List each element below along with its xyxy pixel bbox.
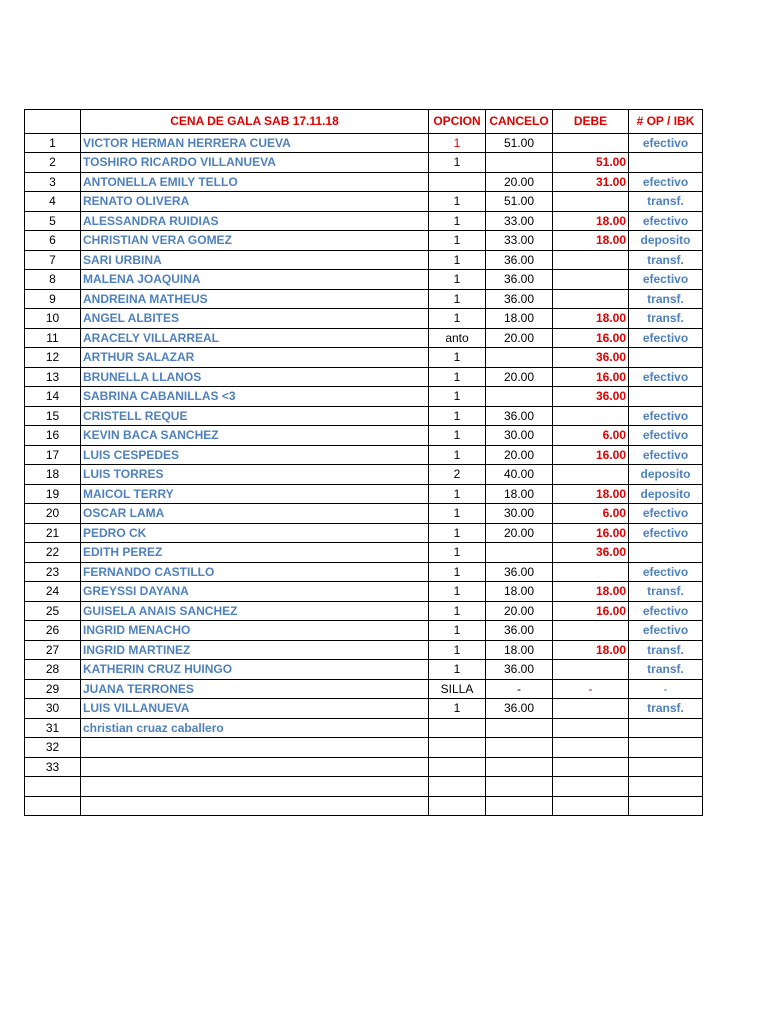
row-number: 18 [25,465,81,485]
cancelo-cell [486,777,553,797]
opcion-cell [429,757,486,777]
table-row [25,133,703,153]
row-number: 30 [25,699,81,719]
row-number [25,796,81,816]
cancelo-cell: 36.00 [486,660,553,680]
debe-cell [553,777,629,797]
guest-name: TOSHIRO RICARDO VILLANUEVA [81,153,429,173]
sheet-title: CENA DE GALA SAB 17.11.18 [81,110,429,134]
debe-cell [553,133,629,153]
op-ibk-cell: efectivo [629,426,703,446]
opcion-cell [429,796,486,816]
table-row [25,640,703,660]
table-row [25,465,703,485]
table-row [25,543,703,563]
table-row [25,738,703,758]
debe-cell: 16.00 [553,601,629,621]
cancelo-cell [486,387,553,407]
guest-name: ARTHUR SALAZAR [81,348,429,368]
guest-name: ANTONELLA EMILY TELLO [81,172,429,192]
header-index-cell [25,110,81,134]
guest-name: ARACELY VILLARREAL [81,328,429,348]
row-number: 6 [25,231,81,251]
op-ibk-cell: transf. [629,640,703,660]
op-ibk-cell: - [629,679,703,699]
op-ibk-cell [629,153,703,173]
table-row [25,660,703,680]
op-ibk-cell: efectivo [629,601,703,621]
row-number: 2 [25,153,81,173]
opcion-cell: 1 [429,348,486,368]
debe-cell: 36.00 [553,543,629,563]
table-row [25,192,703,212]
cancelo-cell: 20.00 [486,172,553,192]
row-number: 16 [25,426,81,446]
opcion-cell: 1 [429,582,486,602]
row-number: 23 [25,562,81,582]
row-number: 21 [25,523,81,543]
debe-cell: 18.00 [553,640,629,660]
table-row [25,309,703,329]
cancelo-cell: 30.00 [486,426,553,446]
cancelo-cell: 40.00 [486,465,553,485]
row-number: 12 [25,348,81,368]
cancelo-cell: 18.00 [486,640,553,660]
row-number: 4 [25,192,81,212]
debe-cell: 16.00 [553,367,629,387]
table-row [25,523,703,543]
guest-name: LUIS VILLANUEVA [81,699,429,719]
table-row [25,153,703,173]
guest-name: christian cruaz caballero [81,718,429,738]
opcion-cell: 1 [429,211,486,231]
row-number: 27 [25,640,81,660]
opcion-cell [429,718,486,738]
op-ibk-cell: efectivo [629,211,703,231]
debe-cell [553,757,629,777]
guest-name: LUIS CESPEDES [81,445,429,465]
op-ibk-cell: efectivo [629,328,703,348]
debe-cell [553,289,629,309]
debe-cell: 18.00 [553,309,629,329]
cancelo-cell: 18.00 [486,309,553,329]
opcion-cell: 1 [429,504,486,524]
row-number: 7 [25,250,81,270]
header-cancelo: CANCELO [486,110,553,134]
table-row [25,679,703,699]
cancelo-cell: 36.00 [486,562,553,582]
debe-cell: 31.00 [553,172,629,192]
table-row [25,426,703,446]
row-number: 32 [25,738,81,758]
table-row [25,621,703,641]
cancelo-cell [486,738,553,758]
op-ibk-cell: efectivo [629,621,703,641]
guest-name: RENATO OLIVERA [81,192,429,212]
debe-cell: 6.00 [553,426,629,446]
cancelo-cell: 36.00 [486,406,553,426]
op-ibk-cell: efectivo [629,445,703,465]
op-ibk-cell: transf. [629,660,703,680]
guest-name: GUISELA ANAIS SANCHEZ [81,601,429,621]
guest-name: EDITH PEREZ [81,543,429,563]
row-number: 10 [25,309,81,329]
debe-cell: 18.00 [553,231,629,251]
header-row [25,110,703,134]
cancelo-cell: 36.00 [486,699,553,719]
guest-name: CRISTELL REQUE [81,406,429,426]
opcion-cell: 1 [429,640,486,660]
row-number: 22 [25,543,81,563]
opcion-cell: 1 [429,367,486,387]
op-ibk-cell: efectivo [629,367,703,387]
op-ibk-cell: deposito [629,231,703,251]
guest-name [81,757,429,777]
row-number: 33 [25,757,81,777]
op-ibk-cell: efectivo [629,270,703,290]
cancelo-cell: 36.00 [486,270,553,290]
row-number: 15 [25,406,81,426]
op-ibk-cell: deposito [629,465,703,485]
opcion-cell: 1 [429,523,486,543]
debe-cell [553,738,629,758]
table-row [25,796,703,816]
opcion-cell [429,172,486,192]
guest-name: ALESSANDRA RUIDIAS [81,211,429,231]
op-ibk-cell: transf. [629,192,703,212]
opcion-cell [429,738,486,758]
cancelo-cell [486,718,553,738]
header-opcion: OPCION [429,110,486,134]
cancelo-cell [486,757,553,777]
row-number: 25 [25,601,81,621]
cancelo-cell: 51.00 [486,133,553,153]
row-number: 17 [25,445,81,465]
cancelo-cell [486,543,553,563]
table-row [25,367,703,387]
table-row [25,601,703,621]
debe-cell: - [553,679,629,699]
guest-name: GREYSSI DAYANA [81,582,429,602]
debe-cell: 18.00 [553,211,629,231]
debe-cell [553,699,629,719]
opcion-cell: 1 [429,309,486,329]
op-ibk-cell: efectivo [629,406,703,426]
cancelo-cell: 36.00 [486,250,553,270]
opcion-cell: 1 [429,406,486,426]
table-row [25,231,703,251]
cancelo-cell: 36.00 [486,289,553,309]
opcion-cell: 1 [429,387,486,407]
cancelo-cell: - [486,679,553,699]
op-ibk-cell: efectivo [629,172,703,192]
debe-cell: 16.00 [553,328,629,348]
row-number: 24 [25,582,81,602]
cancelo-cell: 36.00 [486,621,553,641]
cancelo-cell [486,796,553,816]
cancelo-cell: 18.00 [486,582,553,602]
opcion-cell: 1 [429,133,486,153]
cancelo-cell: 20.00 [486,445,553,465]
guest-name: VICTOR HERMAN HERRERA CUEVA [81,133,429,153]
guest-name: SABRINA CABANILLAS <3 [81,387,429,407]
table-row [25,562,703,582]
debe-cell: 16.00 [553,445,629,465]
table-row [25,348,703,368]
opcion-cell: 1 [429,543,486,563]
op-ibk-cell: transf. [629,289,703,309]
opcion-cell: 1 [429,153,486,173]
guest-name: KEVIN BACA SANCHEZ [81,426,429,446]
table-row [25,328,703,348]
guest-payment-table [24,109,703,816]
opcion-cell: 1 [429,445,486,465]
table-row [25,484,703,504]
op-ibk-cell [629,718,703,738]
opcion-cell: 1 [429,660,486,680]
opcion-cell: 1 [429,562,486,582]
debe-cell [553,250,629,270]
op-ibk-cell [629,757,703,777]
guest-name [81,738,429,758]
debe-cell [553,660,629,680]
table-row [25,504,703,524]
table-row [25,172,703,192]
table-row [25,250,703,270]
guest-name: LUIS TORRES [81,465,429,485]
row-number [25,777,81,797]
op-ibk-cell [629,796,703,816]
op-ibk-cell: efectivo [629,133,703,153]
table-row [25,289,703,309]
debe-cell [553,562,629,582]
debe-cell [553,621,629,641]
cancelo-cell: 20.00 [486,367,553,387]
cancelo-cell: 20.00 [486,523,553,543]
cancelo-cell [486,153,553,173]
cancelo-cell: 20.00 [486,601,553,621]
op-ibk-cell [629,387,703,407]
debe-cell: 36.00 [553,387,629,407]
cancelo-cell: 30.00 [486,504,553,524]
debe-cell [553,406,629,426]
debe-cell [553,718,629,738]
row-number: 1 [25,133,81,153]
debe-cell: 18.00 [553,484,629,504]
row-number: 20 [25,504,81,524]
guest-name: CHRISTIAN VERA GOMEZ [81,231,429,251]
opcion-cell: 1 [429,484,486,504]
op-ibk-cell: transf. [629,309,703,329]
row-number: 13 [25,367,81,387]
debe-cell: 36.00 [553,348,629,368]
guest-name: ANGEL ALBITES [81,309,429,329]
guest-name: OSCAR LAMA [81,504,429,524]
op-ibk-cell [629,777,703,797]
cancelo-cell: 33.00 [486,231,553,251]
table-row [25,406,703,426]
op-ibk-cell: transf. [629,699,703,719]
guest-name: PEDRO CK [81,523,429,543]
table-row [25,270,703,290]
op-ibk-cell: deposito [629,484,703,504]
guest-name [81,796,429,816]
opcion-cell: 1 [429,192,486,212]
op-ibk-cell: transf. [629,250,703,270]
guest-name: ANDREINA MATHEUS [81,289,429,309]
guest-name: MALENA JOAQUINA [81,270,429,290]
table-row [25,387,703,407]
cancelo-cell [486,348,553,368]
op-ibk-cell [629,738,703,758]
opcion-cell: 1 [429,270,486,290]
guest-name: FERNANDO CASTILLO [81,562,429,582]
row-number: 3 [25,172,81,192]
debe-cell: 16.00 [553,523,629,543]
opcion-cell: anto [429,328,486,348]
debe-cell [553,796,629,816]
opcion-cell: 1 [429,621,486,641]
op-ibk-cell: efectivo [629,523,703,543]
opcion-cell: SILLA [429,679,486,699]
opcion-cell [429,777,486,797]
debe-cell: 51.00 [553,153,629,173]
header-debe: DEBE [553,110,629,134]
debe-cell: 6.00 [553,504,629,524]
guest-name: SARI URBINA [81,250,429,270]
table-row [25,445,703,465]
row-number: 29 [25,679,81,699]
op-ibk-cell: efectivo [629,562,703,582]
guest-name: KATHERIN CRUZ HUINGO [81,660,429,680]
guest-name [81,777,429,797]
table-row [25,757,703,777]
cancelo-cell: 18.00 [486,484,553,504]
table-row [25,777,703,797]
opcion-cell: 1 [429,426,486,446]
guest-name: JUANA TERRONES [81,679,429,699]
debe-cell [553,270,629,290]
row-number: 8 [25,270,81,290]
opcion-cell: 1 [429,601,486,621]
row-number: 5 [25,211,81,231]
debe-cell: 18.00 [553,582,629,602]
guest-name: MAICOL TERRY [81,484,429,504]
row-number: 26 [25,621,81,641]
header-op-ibk: # OP / IBK [629,110,703,134]
table-row [25,211,703,231]
table-row [25,582,703,602]
guest-name: INGRID MENACHO [81,621,429,641]
opcion-cell: 1 [429,699,486,719]
table-row [25,718,703,738]
table-row [25,699,703,719]
row-number: 14 [25,387,81,407]
opcion-cell: 1 [429,250,486,270]
cancelo-cell: 20.00 [486,328,553,348]
row-number: 11 [25,328,81,348]
opcion-cell: 1 [429,289,486,309]
cancelo-cell: 33.00 [486,211,553,231]
opcion-cell: 2 [429,465,486,485]
cancelo-cell: 51.00 [486,192,553,212]
opcion-cell: 1 [429,231,486,251]
guest-name: BRUNELLA LLANOS [81,367,429,387]
row-number: 9 [25,289,81,309]
row-number: 28 [25,660,81,680]
row-number: 31 [25,718,81,738]
op-ibk-cell: efectivo [629,504,703,524]
op-ibk-cell [629,348,703,368]
row-number: 19 [25,484,81,504]
op-ibk-cell [629,543,703,563]
guest-name: INGRID MARTINEZ [81,640,429,660]
debe-cell [553,465,629,485]
op-ibk-cell: transf. [629,582,703,602]
debe-cell [553,192,629,212]
